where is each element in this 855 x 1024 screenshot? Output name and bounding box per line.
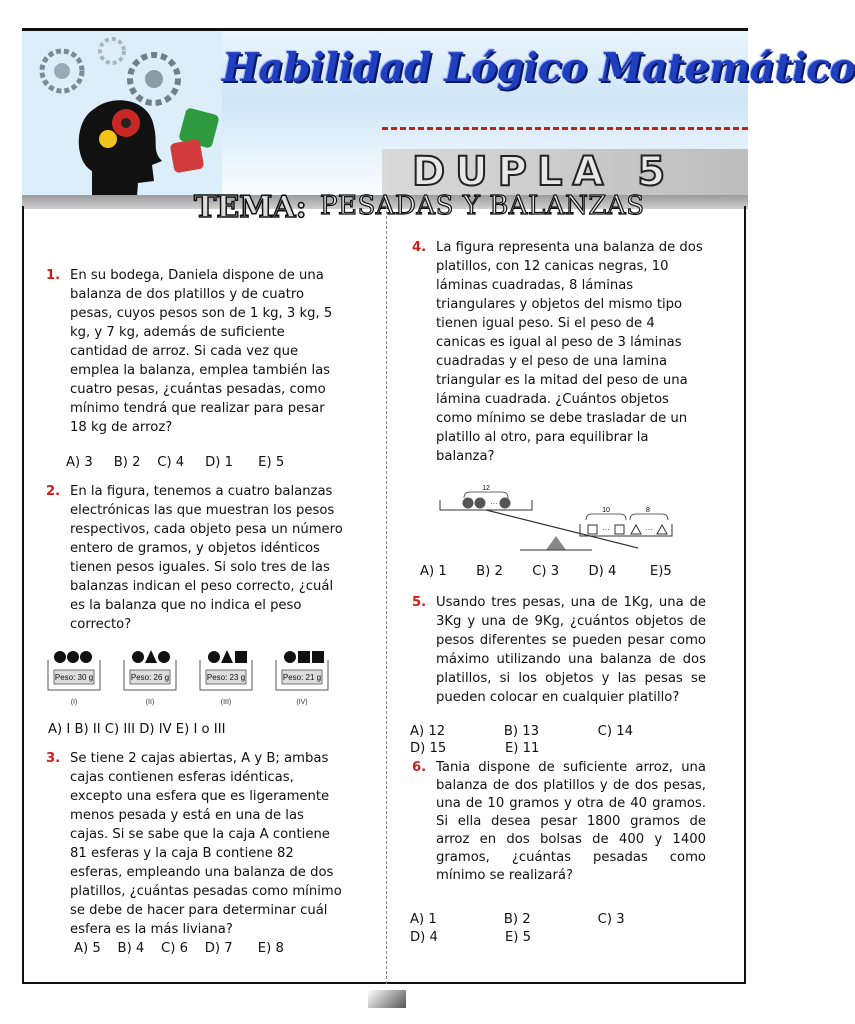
question-text: En su bodega, Daniela dispone de una balanza de dos platillos y de cuatro pesas, cuyos pesos son de 1 kg, 3 kg, 5 kg, y 7 kg, además de suficiente cantidad de arroz. Si cada vez que emplea la balanza, emplea también las cuatro pesas, ¿cuántas pesadas, como mínimo tendrá que realizar para pesar 18 kg de arroz? (70, 268, 333, 435)
question-4 (410, 238, 706, 466)
right-column (410, 238, 706, 947)
header-banner (22, 28, 855, 225)
question-number: 2. (46, 484, 61, 499)
balance-figure (410, 480, 700, 560)
triangles-count: 8 (646, 507, 650, 514)
question-5 (410, 593, 706, 707)
question-number: 1. (46, 268, 61, 283)
question-text: La figura representa una balanza de dos platillos, con 12 canicas negras, 10 láminas cuadradas, 8 láminas triangulares y objetos del mismo tipo tienen igual peso. Si el peso de 4 canicas es igual al peso de 3 láminas cuadradas y el peso de una lamina triangular es la mitad del peso de una lámina cuadrada. ¿Cuántos objetos como mínimo se debe trasladar de un platillo al otro, para equilibrar la balanza? (436, 240, 703, 464)
question-number: 4. (412, 240, 427, 255)
scale-4-reading: Peso: 21 g (282, 673, 322, 682)
scales-figure (44, 648, 344, 710)
question-text: En la figura, tenemos a cuatro balanzas electrónicas las que muestran los pesos respectivos, cada objeto pesa un número entero de gramos, y objetos idénticos tienen pesos iguales. Si solo tres de las balanzas indican el peso correcto, ¿cuál es la balanza que no indica el peso correcto? (70, 484, 343, 632)
answer-options: A) 3 B) 2 C) 4 D) 1 E) 5 (66, 455, 285, 470)
answer-options-line-2: D) 15 E) 11 (410, 741, 540, 756)
scale-3-label: (III) (220, 699, 232, 706)
scale-2 (124, 650, 176, 706)
answer-options: A) I B) II C) III D) IV E) I o III (48, 722, 226, 737)
left-column (44, 266, 344, 958)
red-dashed-line (382, 127, 748, 149)
answer-options-line-1: A) 1 B) 2 C) 3 (410, 912, 625, 927)
svg-text:···: ··· (602, 525, 610, 534)
question-number: 6. (412, 760, 427, 775)
scale-3-reading: Peso: 23 g (206, 673, 246, 682)
question-2 (44, 482, 344, 634)
squares-count: 10 (602, 507, 610, 514)
marbles-count: 12 (482, 485, 490, 492)
dupla-label: DUPLA 5 (412, 149, 676, 195)
scale-1-reading: Peso: 30 g (54, 673, 94, 682)
tema-subject: PESADAS Y BALANZAS (320, 191, 645, 221)
brain-gears-illustration (22, 31, 222, 209)
svg-text:···: ··· (490, 499, 498, 508)
page-title: Habilidad Lógico Matemático (222, 45, 855, 91)
question-3 (44, 749, 344, 939)
scale-3 (200, 650, 252, 706)
answer-options: A) 1 B) 2 C) 3 D) 4 E)5 (420, 564, 672, 579)
tema-label: TEMA: (194, 190, 307, 225)
scale-4 (276, 651, 328, 706)
scale-1-label: (I) (70, 699, 78, 706)
question-number: 5. (412, 595, 427, 610)
page-corner-tab (368, 990, 406, 1008)
scale-2-label: (II) (145, 699, 155, 706)
scale-2-reading: Peso: 26 g (130, 673, 170, 682)
column-divider (386, 206, 387, 984)
question-text: Usando tres pesas, una de 1Kg, una de 3Kg y una de 9Kg, ¿cuántos objetos de pesos diferentes se pueden pesar como máximo utilizando una balanza de dos platillos, si los objetos y las pesas se pueden colocar en cualquier platillo? (436, 595, 706, 705)
scale-1 (48, 651, 100, 706)
question-text: Se tiene 2 cajas abiertas, A y B; ambas cajas contienen esferas idénticas, excepto una esfera que es ligeramente menos pesada y está en una de las cajas. Si se sabe que la caja A contiene 81 esferas y la caja B contiene 82 esferas, empleando una balanza de dos platillos, ¿cuántas pesadas como mínimo se debe de hacer para determinar cuál esfera es la más liviana? (70, 751, 342, 937)
question-number: 3. (46, 751, 61, 766)
question-1 (44, 266, 344, 437)
question-text: Tania dispone de suficiente arroz, una balanza de dos platillos y de dos pesas, una de 10 gramos y otra de 40 gramos. Si ella desea pesar 1800 gramos de arroz en dos bolsas de 400 y 1400 gramos, ¿cuántas pesadas como mínimo se realizará? (436, 760, 706, 883)
question-6 (410, 759, 706, 885)
scale-4-label: (IV) (296, 699, 308, 706)
answer-options-line-1: A) 12 B) 13 C) 14 (410, 724, 634, 739)
answer-options-line-2: D) 4 E) 5 (410, 930, 532, 945)
svg-text:···: ··· (645, 525, 653, 534)
answer-options: A) 5 B) 4 C) 6 D) 7 E) 8 (74, 941, 284, 956)
